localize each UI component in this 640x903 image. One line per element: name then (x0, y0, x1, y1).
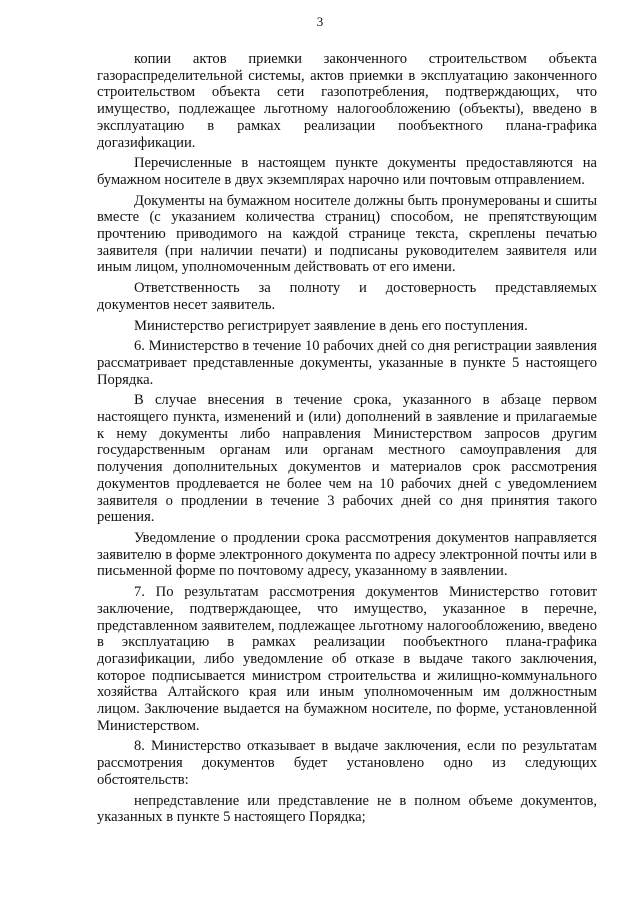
paragraph-item-7: 7. По результатам рассмотрения документов Министерство готовит заключение, подтверждающее, что имущество, указанное в перечне, представленном заявителем, подлежащее льготному налогообложению, введено в эксплуатацию в рамках реализации пообъектного плана-графика догазификации, либо уведомление об отказе в выдаче такого заключения, которое подписывается министром строительства и жилищно-коммунального хозяйства Алтайского края или иным уполномоченным им должностным лицом. Заключение выдается на бумажном носителе, по форме, установленной Министерством. (97, 584, 597, 734)
paragraph-item-6: 6. Министерство в течение 10 рабочих дней со дня регистрации заявления рассматривает представленные документы, указанные в пункте 5 настоящего Порядка. (97, 338, 597, 388)
paragraph-acts-copies: копии актов приемки законченного строительством объекта газораспределительной системы, актов приемки в эксплуатацию законченного строительством объекта сети газопотребления, подтверждающих, что имущество, подлежащее льготному налогообложению (объекты), введено в эксплуатацию в рамках реализации пообъектного плана-графика догазификации. (97, 51, 597, 151)
page-number: 3 (316, 14, 324, 29)
paragraph-numbering-requirements: Документы на бумажном носителе должны быть пронумерованы и сшиты вместе (с указанием количества страниц) способом, не препятствующим прочтению приводимого на каждой странице текста, скреплены печатью заявителя (при наличии печати) и подписаны руководителем заявителя или иным лицом, уполномоченным действовать от его имени. (97, 192, 597, 276)
paragraph-refusal-reason: непредставление или представление не в полном объеме документов, указанных в пункте 5 настоящего Порядка; (97, 792, 597, 826)
paragraph-paper-copies: Перечисленные в настоящем пункте документы предоставляются на бумажном носителе в двух экземплярах нарочно или почтовым отправлением. (97, 155, 597, 188)
paragraph-term-extension: В случае внесения в течение срока, указанного в абзаце первом настоящего пункта, изменений и (или) дополнений в заявление и прилагаемые к нему документы либо направления Министерством запросов другим государственным органам или органам местного самоуправления для получения дополнительных документов и материалов срок рассмотрения документов продлевается не более чем на 10 рабочих дней с уведомлением заявителя о продлении в течение 3 рабочих дней со дня принятия такого решения. (97, 392, 597, 526)
document-body (97, 51, 597, 830)
paragraph-registration: Министерство регистрирует заявление в день его поступления. (134, 317, 528, 334)
paragraph-responsibility: Ответственность за полноту и достоверность представляемых документов несет заявитель. (97, 280, 597, 313)
paragraph-extension-notice: Уведомление о продлении срока рассмотрения документов направляется заявителю в форме электронного документа по адресу электронной почты или в письменной форме по почтовому адресу, указанному в заявлении. (97, 529, 597, 580)
paragraph-item-8: 8. Министерство отказывает в выдаче заключения, если по результатам рассмотрения документов будет установлено одно из следующих обстоятельств: (97, 738, 597, 788)
